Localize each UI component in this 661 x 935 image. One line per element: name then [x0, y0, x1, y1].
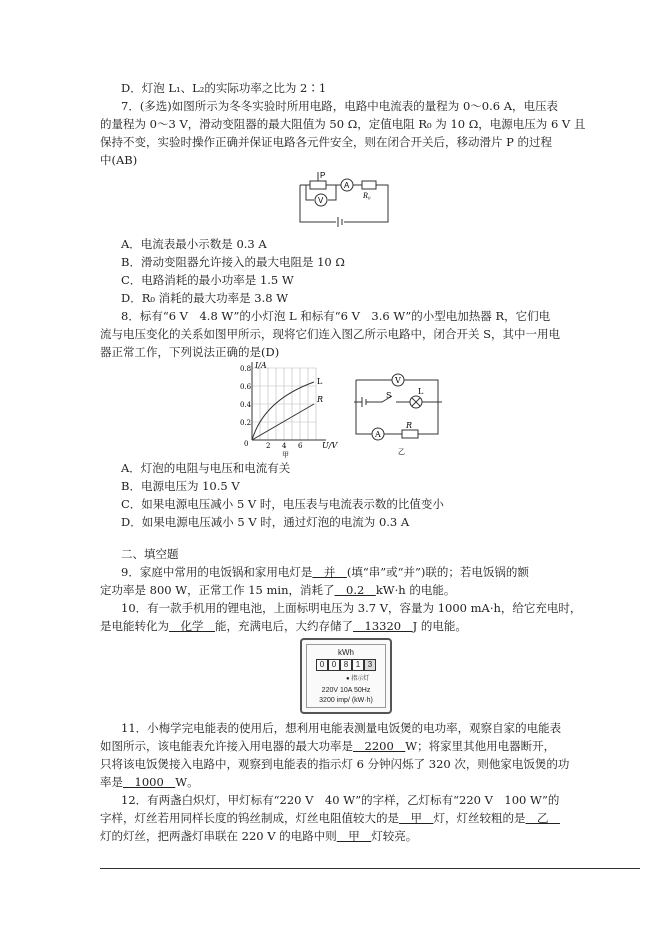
- lamp-label: L: [418, 387, 424, 396]
- q8-option-c: C．如果电源电压减小 5 V 时，电压表与电流表示数的比值变小: [121, 497, 444, 511]
- slider-label: P: [320, 171, 326, 180]
- q8-line-1: 8．标有“6 V 4.8 W”的小灯泡 L 和标有“6 V 3.6 W”的小型电加热器 R，它们电: [121, 309, 551, 323]
- q7-line-2: 的量程为 0～3 V，滑动变阻器的最大阻值为 50 Ω，定值电阻 R₀ 为 10 Ω，电源电压为 6 V 且: [100, 117, 586, 131]
- q7-option-d: D．R₀ 消耗的最大功率是 3.8 W: [121, 291, 289, 305]
- answer-blank: 甲: [399, 811, 434, 825]
- energy-meter: [300, 638, 392, 714]
- y-tick: 0.4: [240, 401, 252, 409]
- q11-line-3: 只将该电饭煲接入电路中，观察到电能表的指示灯 6 分钟闪烁了 320 次，则他家电饭煲的功: [100, 757, 570, 771]
- q11-line-1: 11．小梅学完电能表的使用后，想利用电能表测量电饭煲的电功率，观察自家的电能表: [121, 721, 562, 735]
- text: 能，充满电后，大约存储了: [215, 619, 353, 633]
- y-tick: 0.2: [240, 419, 252, 427]
- text: 字样，灯丝若用同样长度的钨丝制成，灯丝电阻值较大的是: [100, 811, 399, 825]
- answer-blank: 甲: [336, 829, 372, 843]
- answer-blank: 0.2: [334, 583, 376, 597]
- q8-option-a: A．灯泡的电阻与电压和电流有关: [121, 461, 291, 475]
- text: 率是: [100, 775, 123, 789]
- voltmeter-label: V: [395, 376, 401, 385]
- q11-line-2: [100, 738, 555, 754]
- q9-line-1: [121, 564, 529, 580]
- x-tick: 6: [298, 442, 303, 450]
- text: J 的电能。: [412, 619, 467, 633]
- answer-blank: 乙: [525, 811, 560, 825]
- page-divider: [100, 868, 640, 869]
- text: 灯较亮。: [371, 829, 418, 843]
- q8-circuit-yi: [352, 370, 450, 462]
- q11-line-4: [100, 774, 199, 790]
- text: 灯，灯丝较粗的是: [433, 811, 526, 825]
- q12-line-1: 12．有两盏白炽灯，甲灯标有“220 V 40 W”的字样，乙灯标有“220 V 100 W”的: [121, 793, 560, 807]
- resistor-r0-symbol: [362, 181, 376, 189]
- curve-l-label: L: [317, 377, 323, 386]
- answer-blank: 2200: [353, 739, 406, 753]
- y-axis-label: I/A: [255, 361, 267, 370]
- text: 灯的灯丝，把两盏灯串联在 220 V 的电路中则: [100, 829, 337, 843]
- text: (填“串”或“并”)联的；若电饭锅的额: [346, 565, 529, 579]
- y-tick: 0.8: [240, 365, 252, 373]
- q7-line-4: 中(AB): [100, 153, 138, 167]
- text: 9．家庭中常用的电饭锅和家用电灯是: [121, 565, 313, 579]
- meter-unit: kWh: [338, 648, 354, 657]
- figure-jia-caption: 甲: [282, 451, 289, 459]
- q12-line-3: [100, 828, 417, 844]
- meter-spec-1: 220V 10A 50Hz: [321, 687, 371, 694]
- figure-yi-caption: 乙: [398, 448, 405, 456]
- heater-r-symbol: [402, 430, 418, 438]
- q8-line-3: 器正常工作，下列说法正确的是(D): [100, 345, 280, 359]
- heater-label: R: [406, 421, 413, 430]
- meter-digit: 0: [328, 659, 340, 671]
- section-title: 二、填空题: [121, 547, 179, 561]
- q8-iu-graph: [234, 360, 344, 459]
- meter-digit: 1: [352, 659, 364, 671]
- r0-label: R₀: [363, 191, 371, 200]
- ammeter-label: A: [375, 430, 381, 439]
- meter-digit: 8: [340, 659, 352, 671]
- voltmeter-label: V: [318, 196, 324, 205]
- text: W。: [175, 775, 199, 789]
- q8-option-b: B．电源电压为 10.5 V: [121, 479, 240, 493]
- switch-label: S: [386, 391, 392, 400]
- q6-option-d: D．灯泡 L₁、L₂的实际功率之比为 2∶1: [121, 81, 327, 95]
- answer-blank: 化学: [169, 619, 215, 633]
- meter-spec-2: 3200 imp/ (kW·h): [319, 697, 373, 704]
- x-axis-label: U/V: [322, 441, 338, 450]
- y-tick: 0.6: [240, 383, 252, 391]
- text: 定功率是 800 W，正常工作 15 min，消耗了: [100, 583, 335, 597]
- curve-l: [252, 382, 314, 440]
- answer-blank: 13320: [353, 619, 413, 633]
- q7-line-3: 保持不变，实验时操作正确并保证电路各元件安全，则在闭合开关后，移动滑片 P 的过程: [100, 135, 553, 149]
- x-tick: 2: [266, 442, 271, 450]
- answer-blank: 并: [312, 565, 347, 579]
- q7-option-a: A．电流表最小示数是 0.3 A: [121, 237, 267, 251]
- text: W；将家里其他用电器断开，: [405, 739, 556, 753]
- x-tick: 4: [282, 442, 287, 450]
- text: kW·h 的电能。: [375, 583, 456, 597]
- origin-label: 0: [244, 440, 249, 448]
- answer-blank: 1000: [123, 775, 176, 789]
- meter-display: [316, 659, 376, 671]
- q8-line-2: 流与电压变化的关系如图甲所示，现将它们连入图乙所示电路中，闭合开关 S，其中一用电: [100, 327, 561, 341]
- q9-line-2: [100, 582, 455, 598]
- q10-line-1: 10．有一款手机用的锂电池，上面标明电压为 3.7 V，容量为 1000 mA·h，给它充电时，: [121, 601, 582, 615]
- meter-digit: 0: [316, 659, 328, 671]
- q10-line-2: [100, 618, 467, 634]
- text: 是电能转化为: [100, 619, 169, 633]
- q7-line-1: 7．(多选)如图所示为冬冬实验时所用电路，电路中电流表的量程为 0～0.6 A，电压表: [121, 99, 559, 113]
- ammeter-label: A: [344, 181, 350, 190]
- q12-line-2: [100, 810, 560, 826]
- q7-option-c: C．电路消耗的最小功率是 1.5 W: [121, 273, 294, 287]
- meter-digit: 3: [364, 659, 376, 671]
- q7-circuit-diagram: [292, 170, 392, 232]
- q7-option-b: B．滑动变阻器允许接入的最大电阻是 10 Ω: [121, 255, 345, 269]
- line-r-label: R: [317, 395, 324, 404]
- q8-option-d: D．如果电源电压减小 5 V 时，通过灯泡的电流为 0.3 A: [121, 515, 410, 529]
- text: 如图所示，该电能表允许接入用电器的最大功率是: [100, 739, 353, 753]
- indicator-light: ● 指示灯: [346, 676, 370, 682]
- rheostat-symbol: [310, 181, 326, 189]
